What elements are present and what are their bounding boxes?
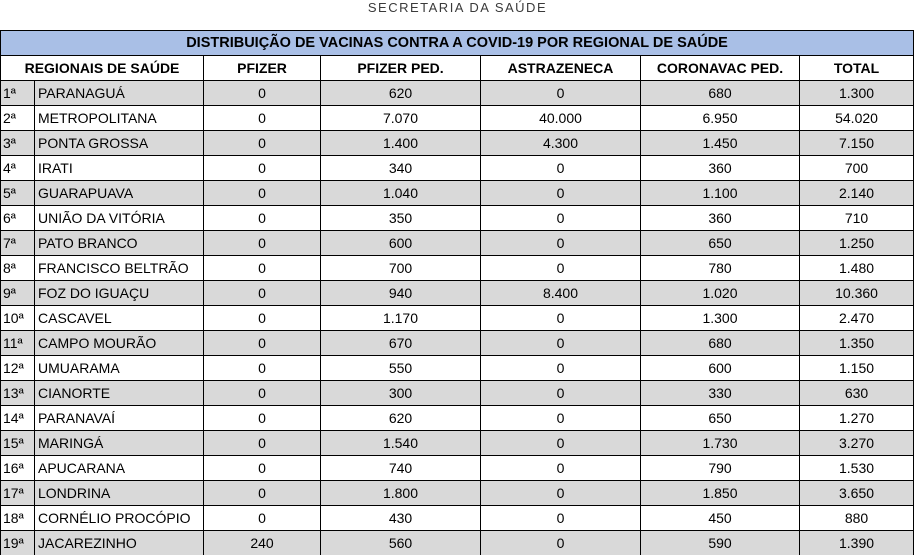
row-ordinal: 6ª <box>1 206 35 231</box>
row-total: 10.360 <box>800 281 914 306</box>
column-header-regionais: REGIONAIS DE SAÚDE <box>1 56 204 81</box>
row-ordinal: 18ª <box>1 506 35 531</box>
row-pfizer-ped: 550 <box>321 356 481 381</box>
row-coronavac-ped: 680 <box>641 331 800 356</box>
row-pfizer-ped: 1.040 <box>321 181 481 206</box>
row-astrazeneca: 40.000 <box>481 106 641 131</box>
row-astrazeneca: 0 <box>481 156 641 181</box>
column-header-total: TOTAL <box>800 56 914 81</box>
row-pfizer: 0 <box>204 81 321 106</box>
row-regional-name: PARANAGUÁ <box>35 81 204 106</box>
row-pfizer-ped: 1.400 <box>321 131 481 156</box>
row-astrazeneca: 8.400 <box>481 281 641 306</box>
row-astrazeneca: 0 <box>481 256 641 281</box>
row-regional-name: PARANAVAÍ <box>35 406 204 431</box>
column-header-astrazeneca: ASTRAZENECA <box>481 56 641 81</box>
row-pfizer: 0 <box>204 106 321 131</box>
row-regional-name: GUARAPUAVA <box>35 181 204 206</box>
row-ordinal: 8ª <box>1 256 35 281</box>
row-ordinal: 13ª <box>1 381 35 406</box>
row-coronavac-ped: 650 <box>641 406 800 431</box>
row-coronavac-ped: 450 <box>641 506 800 531</box>
row-regional-name: UMUARAMA <box>35 356 204 381</box>
row-total: 1.480 <box>800 256 914 281</box>
table-row <box>1 531 914 555</box>
row-coronavac-ped: 1.850 <box>641 481 800 506</box>
row-astrazeneca: 0 <box>481 331 641 356</box>
row-total: 1.390 <box>800 531 914 555</box>
row-astrazeneca: 0 <box>481 431 641 456</box>
row-astrazeneca: 0 <box>481 406 641 431</box>
table-row <box>1 356 914 381</box>
table-row <box>1 206 914 231</box>
row-regional-name: JACAREZINHO <box>35 531 204 555</box>
row-pfizer-ped: 300 <box>321 381 481 406</box>
row-regional-name: APUCARANA <box>35 456 204 481</box>
row-pfizer: 0 <box>204 356 321 381</box>
row-astrazeneca: 0 <box>481 481 641 506</box>
row-ordinal: 4ª <box>1 156 35 181</box>
row-total: 1.150 <box>800 356 914 381</box>
table-row <box>1 506 914 531</box>
row-astrazeneca: 0 <box>481 306 641 331</box>
row-total: 54.020 <box>800 106 914 131</box>
row-regional-name: CAMPO MOURÃO <box>35 331 204 356</box>
column-header-row <box>1 56 914 81</box>
table-row <box>1 456 914 481</box>
row-ordinal: 14ª <box>1 406 35 431</box>
row-astrazeneca: 0 <box>481 356 641 381</box>
row-ordinal: 10ª <box>1 306 35 331</box>
row-pfizer: 0 <box>204 206 321 231</box>
row-regional-name: CORNÉLIO PROCÓPIO <box>35 506 204 531</box>
row-pfizer-ped: 430 <box>321 506 481 531</box>
row-coronavac-ped: 1.450 <box>641 131 800 156</box>
row-pfizer-ped: 620 <box>321 81 481 106</box>
table-row <box>1 381 914 406</box>
table-row <box>1 331 914 356</box>
row-pfizer: 0 <box>204 481 321 506</box>
column-header-pfizer-ped: PFIZER PED. <box>321 56 481 81</box>
row-total: 1.530 <box>800 456 914 481</box>
row-regional-name: METROPOLITANA <box>35 106 204 131</box>
table-title-row <box>1 31 914 56</box>
row-total: 1.250 <box>800 231 914 256</box>
row-regional-name: IRATI <box>35 156 204 181</box>
row-ordinal: 3ª <box>1 131 35 156</box>
row-total: 2.140 <box>800 181 914 206</box>
row-ordinal: 15ª <box>1 431 35 456</box>
vaccine-distribution-table <box>0 30 914 555</box>
row-pfizer: 0 <box>204 131 321 156</box>
table-row <box>1 481 914 506</box>
row-ordinal: 1ª <box>1 81 35 106</box>
row-ordinal: 12ª <box>1 356 35 381</box>
row-pfizer-ped: 340 <box>321 156 481 181</box>
table-title: DISTRIBUIÇÃO DE VACINAS CONTRA A COVID-19 POR REGIONAL DE SAÚDE <box>1 31 914 56</box>
row-coronavac-ped: 780 <box>641 256 800 281</box>
row-coronavac-ped: 360 <box>641 156 800 181</box>
row-pfizer: 0 <box>204 331 321 356</box>
table-row <box>1 406 914 431</box>
table-row <box>1 81 914 106</box>
table-row <box>1 256 914 281</box>
column-header-coronavac-ped: CORONAVAC PED. <box>641 56 800 81</box>
row-astrazeneca: 0 <box>481 81 641 106</box>
row-ordinal: 9ª <box>1 281 35 306</box>
row-coronavac-ped: 790 <box>641 456 800 481</box>
row-astrazeneca: 0 <box>481 506 641 531</box>
row-regional-name: PATO BRANCO <box>35 231 204 256</box>
row-pfizer-ped: 600 <box>321 231 481 256</box>
row-ordinal: 17ª <box>1 481 35 506</box>
row-pfizer-ped: 940 <box>321 281 481 306</box>
row-pfizer-ped: 1.170 <box>321 306 481 331</box>
row-regional-name: CIANORTE <box>35 381 204 406</box>
table-row <box>1 131 914 156</box>
row-pfizer: 0 <box>204 256 321 281</box>
department-header: SECRETARIA DA SAÚDE <box>367 0 548 15</box>
row-pfizer: 0 <box>204 306 321 331</box>
row-total: 880 <box>800 506 914 531</box>
table-row <box>1 106 914 131</box>
row-total: 630 <box>800 381 914 406</box>
row-coronavac-ped: 330 <box>641 381 800 406</box>
row-pfizer: 0 <box>204 281 321 306</box>
row-pfizer-ped: 1.800 <box>321 481 481 506</box>
table-row <box>1 156 914 181</box>
row-ordinal: 19ª <box>1 531 35 555</box>
row-pfizer-ped: 350 <box>321 206 481 231</box>
table-row <box>1 281 914 306</box>
row-total: 1.350 <box>800 331 914 356</box>
row-coronavac-ped: 1.100 <box>641 181 800 206</box>
row-coronavac-ped: 1.730 <box>641 431 800 456</box>
row-regional-name: LONDRINA <box>35 481 204 506</box>
row-total: 3.650 <box>800 481 914 506</box>
row-astrazeneca: 0 <box>481 181 641 206</box>
row-pfizer: 0 <box>204 506 321 531</box>
row-total: 710 <box>800 206 914 231</box>
row-total: 1.270 <box>800 406 914 431</box>
row-pfizer: 0 <box>204 181 321 206</box>
row-coronavac-ped: 1.020 <box>641 281 800 306</box>
row-astrazeneca: 0 <box>481 206 641 231</box>
row-total: 7.150 <box>800 131 914 156</box>
column-header-pfizer: PFIZER <box>204 56 321 81</box>
row-coronavac-ped: 1.300 <box>641 306 800 331</box>
table-row <box>1 431 914 456</box>
row-coronavac-ped: 650 <box>641 231 800 256</box>
row-coronavac-ped: 600 <box>641 356 800 381</box>
row-ordinal: 2ª <box>1 106 35 131</box>
row-coronavac-ped: 6.950 <box>641 106 800 131</box>
row-ordinal: 7ª <box>1 231 35 256</box>
row-pfizer-ped: 620 <box>321 406 481 431</box>
row-astrazeneca: 0 <box>481 531 641 555</box>
row-regional-name: FRANCISCO BELTRÃO <box>35 256 204 281</box>
row-pfizer: 0 <box>204 231 321 256</box>
row-astrazeneca: 4.300 <box>481 131 641 156</box>
row-regional-name: FOZ DO IGUAÇU <box>35 281 204 306</box>
row-astrazeneca: 0 <box>481 231 641 256</box>
table-body <box>1 31 914 555</box>
spreadsheet <box>0 30 915 555</box>
row-pfizer-ped: 670 <box>321 331 481 356</box>
row-pfizer: 0 <box>204 156 321 181</box>
row-astrazeneca: 0 <box>481 381 641 406</box>
row-regional-name: MARINGÁ <box>35 431 204 456</box>
row-pfizer-ped: 7.070 <box>321 106 481 131</box>
row-total: 1.300 <box>800 81 914 106</box>
row-total: 700 <box>800 156 914 181</box>
table-row <box>1 181 914 206</box>
table-row <box>1 231 914 256</box>
row-ordinal: 16ª <box>1 456 35 481</box>
row-pfizer: 0 <box>204 381 321 406</box>
row-pfizer: 240 <box>204 531 321 555</box>
row-regional-name: UNIÃO DA VITÓRIA <box>35 206 204 231</box>
row-pfizer: 0 <box>204 431 321 456</box>
row-regional-name: PONTA GROSSA <box>35 131 204 156</box>
row-pfizer-ped: 740 <box>321 456 481 481</box>
row-pfizer-ped: 700 <box>321 256 481 281</box>
row-ordinal: 5ª <box>1 181 35 206</box>
row-coronavac-ped: 590 <box>641 531 800 555</box>
row-total: 3.270 <box>800 431 914 456</box>
row-total: 2.470 <box>800 306 914 331</box>
row-pfizer-ped: 560 <box>321 531 481 555</box>
row-astrazeneca: 0 <box>481 456 641 481</box>
row-pfizer: 0 <box>204 406 321 431</box>
row-regional-name: CASCAVEL <box>35 306 204 331</box>
row-pfizer-ped: 1.540 <box>321 431 481 456</box>
row-coronavac-ped: 360 <box>641 206 800 231</box>
row-ordinal: 11ª <box>1 331 35 356</box>
row-pfizer: 0 <box>204 456 321 481</box>
row-coronavac-ped: 680 <box>641 81 800 106</box>
table-row <box>1 306 914 331</box>
